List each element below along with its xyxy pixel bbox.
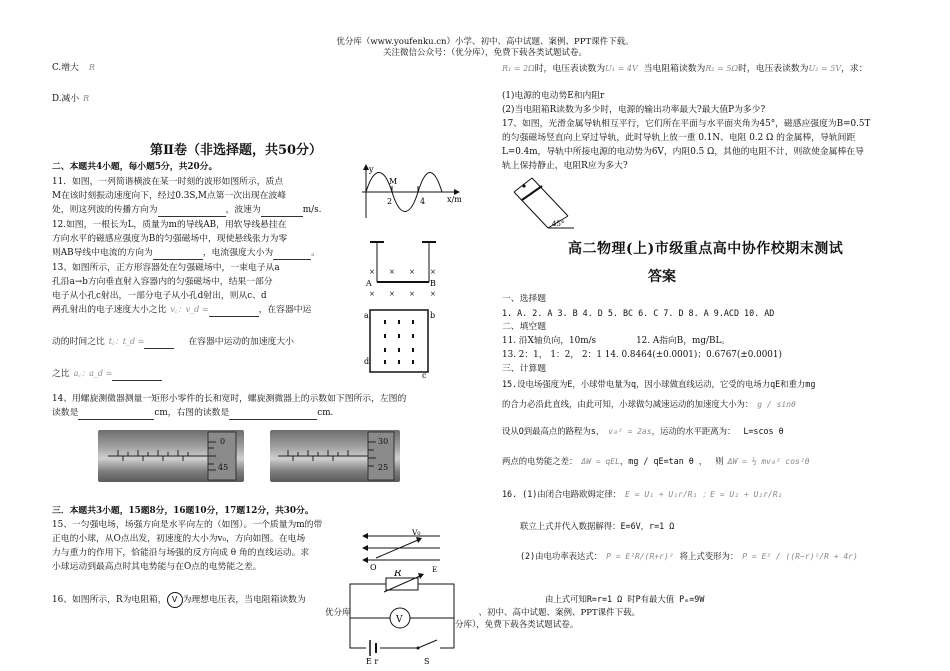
q17-line-4: 轨上保持静止，电阻R应为多大? [502, 161, 628, 171]
voltmeter-symbol: V [167, 592, 183, 608]
svg-text:×: × [430, 268, 436, 276]
q17-line-3: L=0.4m，导轨中所接电源的电动势为6V，内阻0.5 Ω，其他的电阻不计，则欲使金属棒在导 [502, 147, 864, 157]
circuit-er-label: E r [366, 657, 379, 664]
q16-part-2: (2)当电阻箱R读数为多少时，电源的输出功率最大?最大值P为多少? [502, 105, 766, 115]
circuit-s-label: S [424, 657, 430, 664]
a15-line-2: 的合力必沿此直线，由此可知，小球做匀减速运动的加速度大小为： g / sinθ [502, 399, 796, 409]
svg-text:×: × [409, 290, 415, 298]
a15-line-3: 设从O到最高点的路程为s， v₀² = 2as，运动的水平距离为： L=scos θ [502, 426, 784, 436]
micrometer-right-image [270, 430, 400, 482]
answer-heading: 答案 [648, 269, 676, 285]
inclined-rails-figure [508, 172, 580, 234]
wire-a-label: A [366, 279, 372, 288]
q15-line-4: 小球运动到最高点时其电势能与在O点的电势能之差。 [52, 562, 262, 572]
wave-figure [354, 162, 472, 222]
q11-line-2: M在该时刻振动速度向下，经过0.3S,M点第一次出现在波峰 [52, 191, 287, 201]
part-2-heading: 二、本题共4小题，每小题5分，共20分。 [52, 162, 218, 172]
section-fill-head: 二、填空题 [502, 322, 546, 332]
option-c: C.增大 R [52, 63, 95, 73]
wave-4-label: 4 [420, 197, 426, 206]
q17-line-2: 的匀强磁场竖直向上穿过导轨，此时导轨上放一重 0.1N、电阻 0.2 Ω 的金属棒，导轨间距 [502, 133, 856, 143]
svg-text:×: × [409, 268, 415, 276]
a16-line-1: 16. (1)由闭合电路欧姆定律： E = U₁ + U₁r/R₁ ；E = U₂ + U₂r/R₂ [502, 489, 783, 499]
fill-answers-line-2: 13. 2：1， 1：2， 2：1 14. 0.8464(±0.0001)；0.6767(±0.0001) [502, 350, 782, 360]
mic-left-tick-bottom: 45 [218, 463, 229, 472]
incline-angle-label: 45° [552, 220, 565, 228]
q12-line-1: 12.如图，一根长为L，质量为m的导线AB，用软导线悬挂在 [52, 220, 287, 230]
mic-right-tick-bottom: 25 [378, 463, 389, 472]
footer-line-2: 分库），免费下载各类试题试卷。 [455, 620, 579, 630]
q13-line-3: 电子从小孔c射出，一部分电子从小孔d射出，则从c、d [52, 291, 267, 301]
a16-line-2: 联立上式并代入数据解得：E=6V，r=1 Ω [520, 521, 675, 531]
box-a-label: a [364, 311, 369, 320]
q11-line-1: 11．如图，一列简谐横波在某一时刻的波形如图所示，质点 [52, 177, 284, 187]
mic-right-tick-top: 30 [378, 437, 389, 446]
wave-x-label: x/m [447, 195, 462, 204]
q12-line-3: 则AB导线中电流的方向为 ，电流强度大小为 。 [52, 248, 320, 258]
square-container-figure [364, 306, 436, 378]
option-d: D.减小 R [52, 94, 90, 104]
field-o-label: O [370, 563, 377, 572]
q13-line-6: 之比 a꜀：a_d = [52, 367, 162, 381]
q13-line-2: 孔沿a→b方向垂直射入容器内的匀强磁场中，结果一部分 [52, 277, 273, 287]
svg-text:×: × [430, 290, 436, 298]
section-choice-head: 一、选择题 [502, 294, 546, 304]
svg-text:×: × [369, 268, 375, 276]
wave-m-label: M [389, 177, 398, 186]
choice-answers: 1. A. 2. A 3. B 4. D 5. BC 6. C 7. D 8. A 9.ACD 10. AD [502, 308, 775, 318]
field-e-label: E [432, 566, 438, 574]
a16-line-3: (2)由电功率表达式： P = E²R/(R+r)² 将上式变形为： P = E² / ((R−r)²/R + 4r) [520, 551, 858, 561]
q17-line-1: 17、如图，光滑金属导轨相互平行，它们所在平面与水平面夹角为45°，磁感应强度为B=0.5T [502, 119, 871, 129]
svg-text:×: × [389, 290, 395, 298]
q15-line-3: 力与重力的作用下，恰能沿与场强的反方向成 θ 角的直线运动。求 [52, 548, 310, 558]
box-b-label: b [430, 311, 436, 320]
field-v0-label: V₀ [412, 528, 421, 537]
q15-line-1: 15、一匀强电场，场强方向是水平向左的（如图）。一个质量为m的带 [52, 520, 323, 530]
wire-b-label: B [430, 279, 436, 288]
q16-conditions: R₁ = 2Ω时，电压表读数为U₁ = 4V 当电阻箱读数为R₂ = 5Ω时，电压表读数为U₂ = 5V，求： [502, 64, 868, 74]
q16-line: 16、如图所示，R为电阻箱， V 为理想电压表，当电阻箱读数为 [52, 592, 306, 608]
footer-line-1: 优分库 、初中、高中试题、案例、PPT课件下载。 [325, 608, 641, 618]
section-calc-head: 三、计算题 [502, 364, 546, 374]
mic-left-tick-top: 0 [220, 437, 226, 446]
q11-line-3: 处，则这列波的传播方向为 ，波速为 m/s. [52, 205, 322, 215]
q14-line-2: 读数是 cm，右图的读数是 cm. [52, 408, 334, 418]
micrometer-left-image [98, 430, 244, 482]
svg-text:×: × [369, 290, 375, 298]
q13-line-5: 动的时间之比 t꜀：t_d = 在容器中运动的加速度大小 [52, 337, 294, 347]
a15-line-4: 两点的电势能之差： ΔW = qEL，mg / qE=tan θ ， 则 ΔW = ½ mv₀² cos²θ [502, 456, 810, 466]
a15-line-1: 15.设电场强度为E，小球带电量为q，因小球做直线运动，它受的电场力qE和重力mg [502, 379, 816, 389]
header-line-1: 优分库（www.youfenku.cn）小学、初中、高中试题、案例、PPT课件下载。 [336, 37, 634, 47]
q12-line-2: 方向水平的磁感应强度为B的匀强磁场中，现使悬线张力为零 [52, 234, 288, 244]
box-d-label: d [364, 357, 370, 366]
fill-answers-line-1: 11. 沿X轴负向，10m/s 12. A指向B，mg/BL。 [502, 336, 731, 346]
answer-paper-title: 高二物理(上)市级重点高中协作校期末测试 [568, 241, 844, 257]
q13-line-1: 13、如图所示，正方形容器处在匀强磁场中，一束电子从a [52, 263, 280, 273]
wave-2-label: 2 [387, 197, 393, 206]
electric-field-figure [362, 526, 446, 576]
hanging-wire-figure [366, 238, 444, 302]
header-line-2: 关注微信公众号：（优分库），免费下载各类试题试卷。 [382, 48, 587, 58]
section-2-title: 第Ⅱ卷（非选择题，共50分） [150, 143, 323, 158]
circuit-v-label: V [396, 615, 403, 625]
wave-y-label: y [369, 165, 374, 174]
box-c-label: c [422, 371, 427, 378]
q15-line-2: 正电的小球，从O点出发，初速度的大小为v₀，方向如图。在电场 [52, 534, 306, 544]
a16-line-4: 由上式可知R=r=1 Ω 时P有最大值 Pₘ=9W [545, 594, 705, 604]
q14-line-1: 14、用螺旋测微器测量一矩形小零件的长和宽时，螺旋测微器上的示数如下图所示，左图的 [52, 394, 407, 404]
circuit-r-label: R [394, 570, 402, 579]
q16-part-1: (1)电源的电动势E和内阻r [502, 91, 605, 101]
part-3-heading: 三．本题共3小题，15题8分，16题10分，17题12分，共30分。 [52, 506, 314, 516]
q13-line-4: 两孔射出的电子速度大小之比 v꜀：v_d = ，在容器中运 [52, 305, 312, 315]
svg-text:×: × [389, 268, 395, 276]
